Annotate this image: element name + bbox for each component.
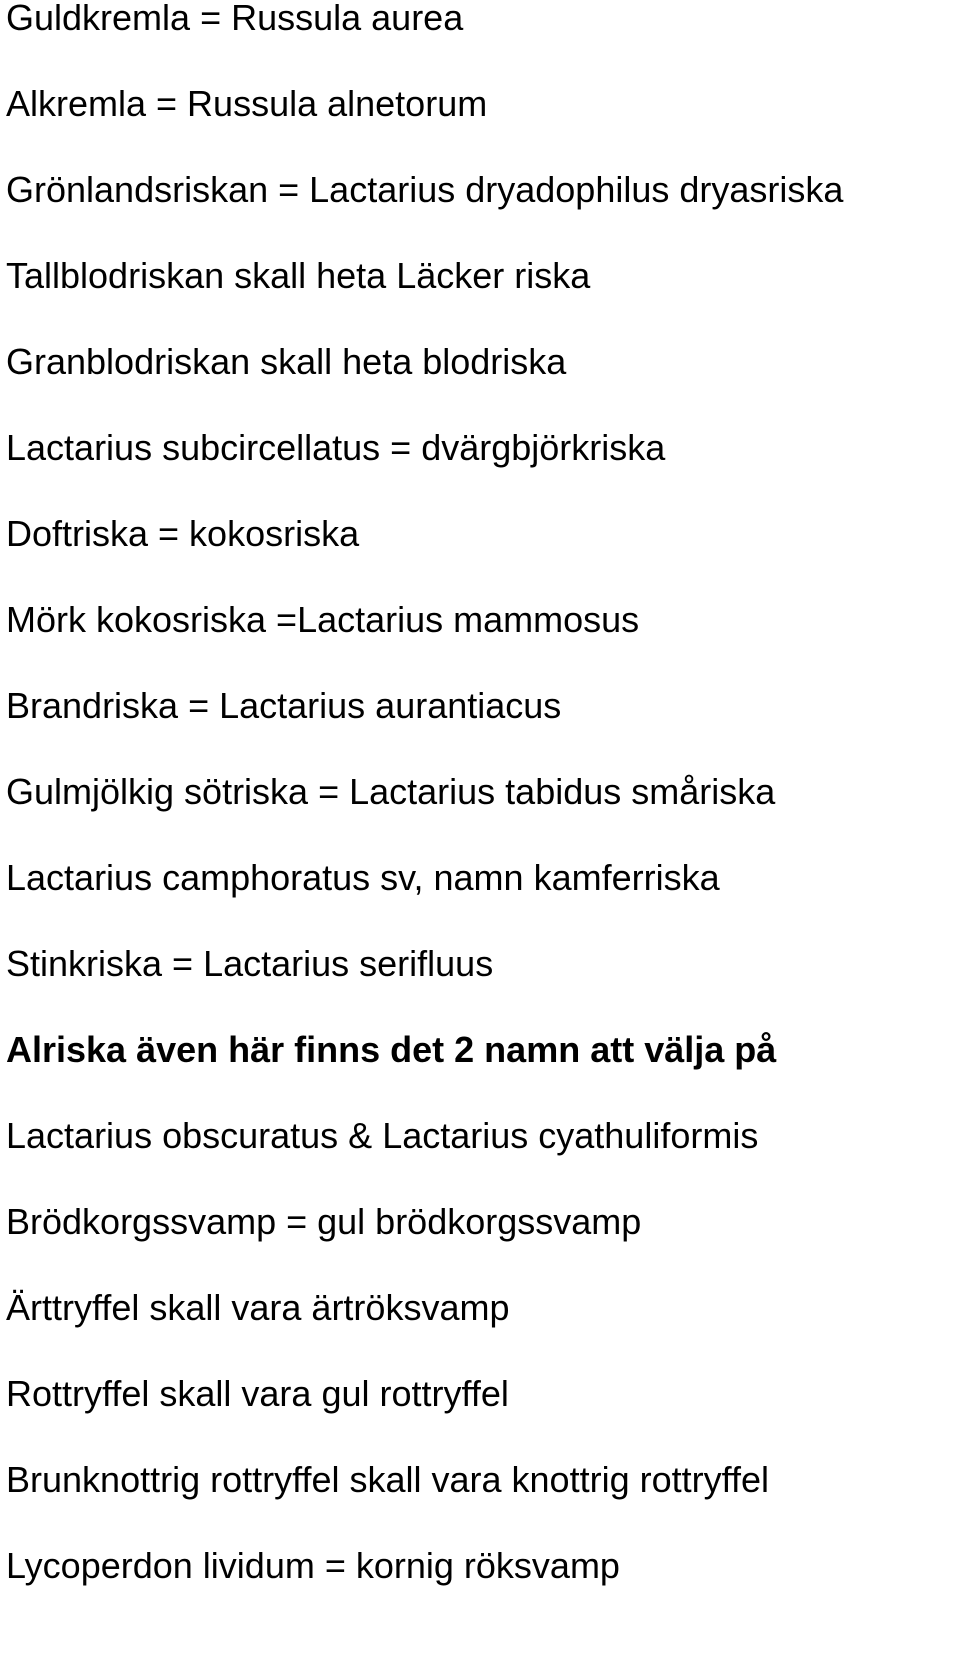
text-line-9: Brandriska = Lactarius aurantiacus xyxy=(6,685,562,726)
text-line-15: Brödkorgssvamp = gul brödkorgssvamp xyxy=(6,1201,642,1242)
text-line-18: Brunknottrig rottryffel skall vara knottrig rottryffel xyxy=(6,1459,769,1500)
text-line-1: Guldkremla = Russula aurea xyxy=(6,0,464,38)
text-line-19: Lycoperdon lividum = kornig röksvamp xyxy=(6,1545,620,1586)
text-line-16: Ärttryffel skall vara ärtröksvamp xyxy=(6,1287,510,1328)
text-line-11: Lactarius camphoratus sv, namn kamferriska xyxy=(6,857,720,898)
text-line-17: Rottryffel skall vara gul rottryffel xyxy=(6,1373,509,1414)
text-line-3: Grönlandsriskan = Lactarius dryadophilus dryasriska xyxy=(6,169,844,210)
text-line-8: Mörk kokosriska =Lactarius mammosus xyxy=(6,599,640,640)
text-line-4: Tallblodriskan skall heta Läcker riska xyxy=(6,255,591,296)
text-line-7: Doftriska = kokosriska xyxy=(6,513,360,554)
text-line-10: Gulmjölkig sötriska = Lactarius tabidus småriska xyxy=(6,771,776,812)
text-line-2: Alkremla = Russula alnetorum xyxy=(6,83,488,124)
text-line-14: Lactarius obscuratus & Lactarius cyathuliformis xyxy=(6,1115,759,1156)
text-line-5: Granblodriskan skall heta blodriska xyxy=(6,341,567,382)
text-line-12: Stinkriska = Lactarius serifluus xyxy=(6,943,494,984)
text-line-6: Lactarius subcircellatus = dvärgbjörkriska xyxy=(6,427,666,468)
text-line-13-bold: Alriska även här finns det 2 namn att välja på xyxy=(6,1029,777,1070)
